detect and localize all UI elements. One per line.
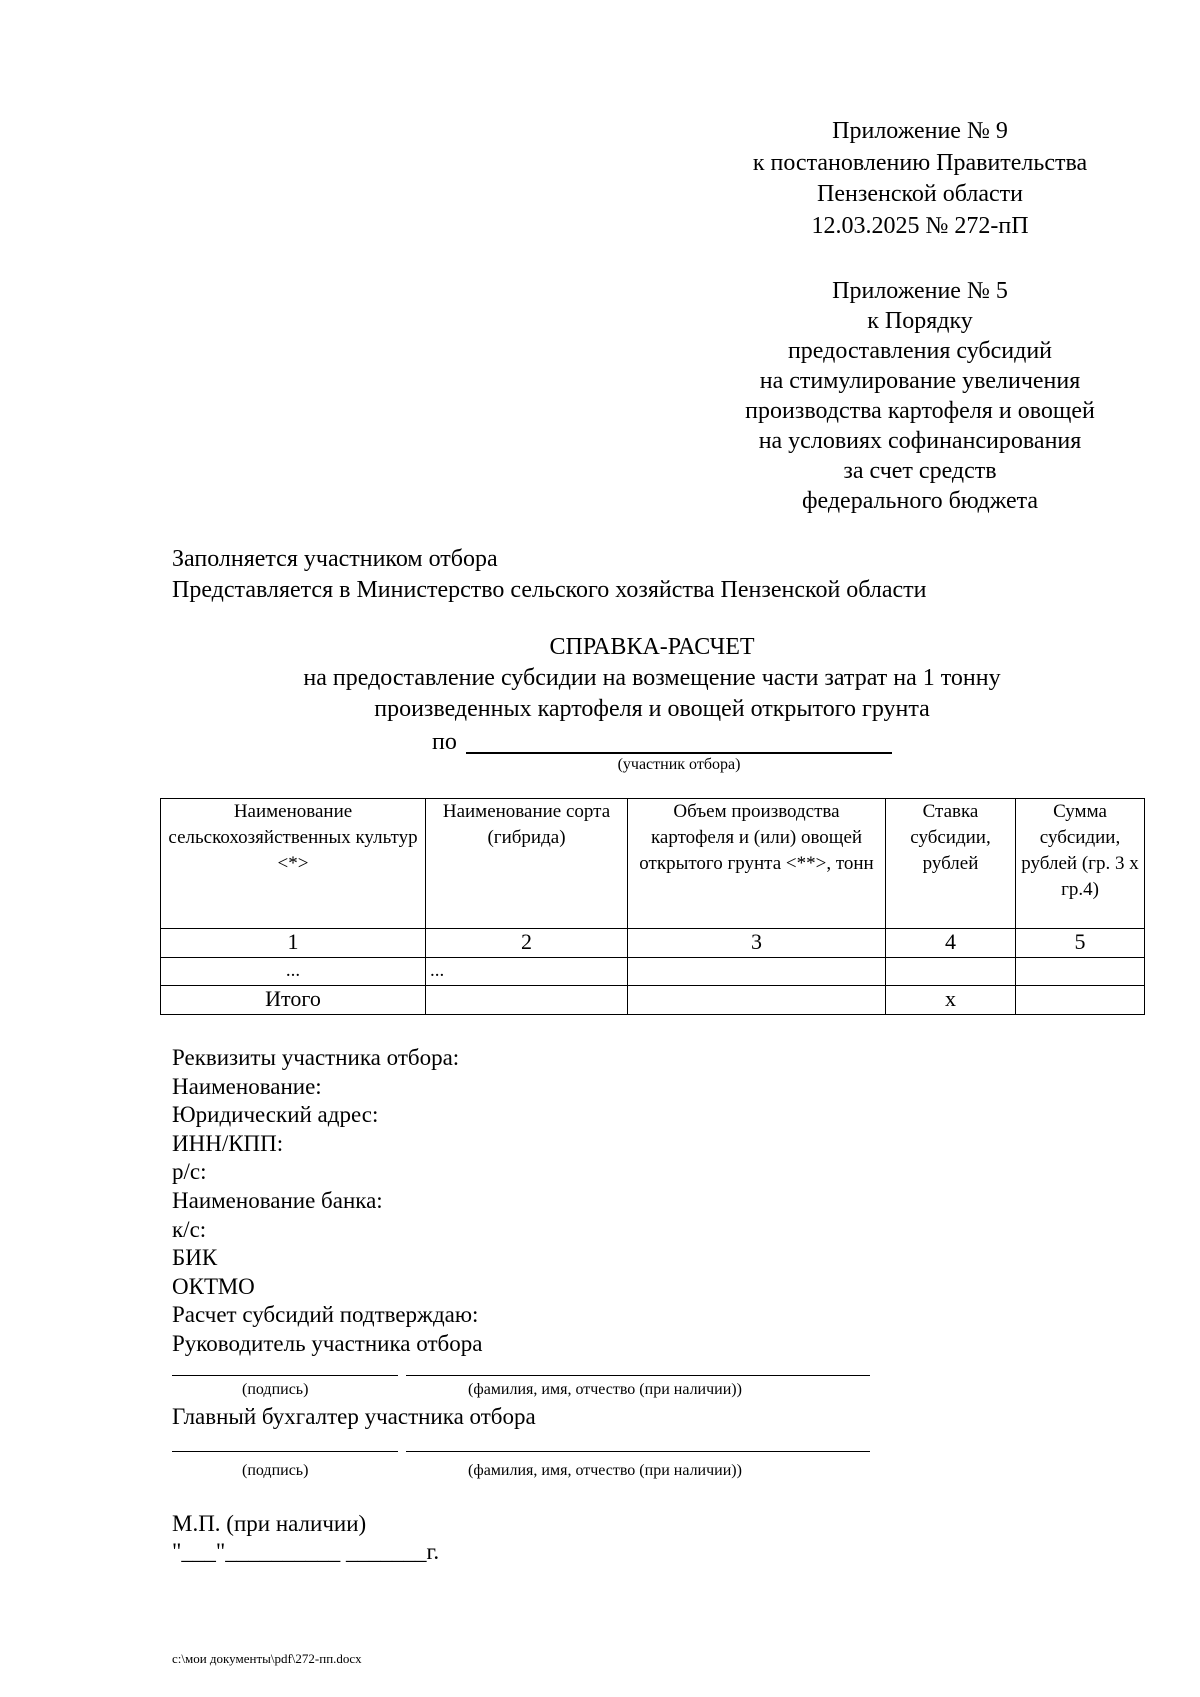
appendix-5-header xyxy=(700,276,1140,516)
table-header-row xyxy=(161,799,1145,929)
header-line: Приложение № 5 xyxy=(832,278,1008,304)
title-line-1: на предоставление субсидии на возмещение части затрат на 1 тонну xyxy=(303,665,1001,691)
requisites-item: ИНН/КПП: xyxy=(172,1130,284,1156)
header-line: на стимулирование увеличения xyxy=(759,368,1081,394)
table-row xyxy=(161,958,1145,986)
table-cell: ... xyxy=(161,958,426,986)
requisites-item: к/с: xyxy=(172,1216,207,1242)
header-variety: Наименование сорта (гибрида) xyxy=(426,799,628,929)
requisites-item: Расчет субсидий подтверждаю: xyxy=(172,1302,479,1328)
filled-by-text: Заполняется участником отбора xyxy=(172,546,498,572)
header-line: предоставления субсидий xyxy=(787,338,1053,364)
header-line: 12.03.2025 № 272-пП xyxy=(811,212,1029,239)
appendix-9-header xyxy=(700,116,1140,242)
calculation-table xyxy=(160,798,1145,1015)
participant-caption: (участник отбора) xyxy=(617,756,741,773)
requisites-item: Реквизиты участника отбора: xyxy=(172,1045,460,1070)
table-cell xyxy=(1016,986,1145,1015)
chief-accountant-label: Главный бухгалтер участника отбора xyxy=(172,1404,536,1429)
head-signature-line xyxy=(172,1375,398,1376)
participant-underline xyxy=(466,752,892,754)
submitted-to-text: Представляется в Министерство сельского хозяйства Пензенской области xyxy=(172,577,927,603)
requisites-item: БИК xyxy=(172,1245,218,1271)
header-line: Пензенской области xyxy=(817,181,1023,207)
column-number: 5 xyxy=(1016,929,1145,958)
header-line: Приложение № 9 xyxy=(832,118,1008,144)
table-number-row xyxy=(161,929,1145,958)
requisites-item: Наименование банка: xyxy=(172,1187,383,1213)
po-label: по xyxy=(432,729,457,755)
table-cell xyxy=(426,986,628,1015)
table-cell xyxy=(628,986,886,1015)
header-line: на условиях софинансирования xyxy=(758,428,1082,454)
accountant-name-line xyxy=(406,1451,870,1452)
requisites xyxy=(172,1044,482,1359)
title-main: СПРАВКА-РАСЧЕТ xyxy=(549,634,755,660)
header-line: федерального бюджета xyxy=(801,488,1039,514)
header-line: за счет средств xyxy=(843,458,997,484)
document-title xyxy=(160,632,1144,725)
header-line: к Порядку xyxy=(867,308,973,334)
head-name-line xyxy=(406,1375,870,1376)
accountant-signature-line xyxy=(172,1451,398,1452)
header-amount: Сумма субсидии, рублей (гр. 3 x гр.4) xyxy=(1016,799,1145,929)
requisites-item: Наименование: xyxy=(172,1073,322,1099)
table-cell xyxy=(1016,958,1145,986)
table-cell xyxy=(628,958,886,986)
head-name-caption: (фамилия, имя, отчество (при наличии)) xyxy=(468,1381,742,1398)
column-number: 4 xyxy=(886,929,1016,958)
date-line: "___"__________ _______г. xyxy=(172,1539,440,1564)
total-rate-mark: x xyxy=(886,986,1016,1015)
table-cell xyxy=(886,958,1016,986)
requisites-item: Юридический адрес: xyxy=(172,1102,379,1128)
table-total-row xyxy=(161,986,1145,1015)
table-cell: ... xyxy=(426,958,628,986)
requisites-item: ОКТМО xyxy=(172,1273,255,1299)
column-number: 2 xyxy=(426,929,628,958)
column-number: 1 xyxy=(161,929,426,958)
total-label: Итого xyxy=(161,986,426,1015)
column-number: 3 xyxy=(628,929,886,958)
title-line-2: произведенных картофеля и овощей открытого грунта xyxy=(374,696,930,722)
stamp-label: М.П. (при наличии) xyxy=(172,1511,367,1536)
accountant-name-caption: (фамилия, имя, отчество (при наличии)) xyxy=(468,1462,742,1479)
header-line: производства картофеля и овощей xyxy=(745,398,1095,424)
intro xyxy=(172,544,927,606)
accountant-sign-caption: (подпись) xyxy=(242,1462,309,1479)
requisites-item: р/с: xyxy=(172,1159,207,1185)
header-rate: Ставка субсидии, рублей xyxy=(886,799,1016,929)
header-volume: Объем производства картофеля и (или) овощей открытого грунта <**>, тонн xyxy=(628,799,886,929)
file-path-footer: c:\мои документы\pdf\272-пп.docx xyxy=(172,1651,362,1666)
header-line: к постановлению Правительства xyxy=(752,149,1088,176)
requisites-item: Руководитель участника отбора xyxy=(172,1330,483,1356)
head-sign-caption: (подпись) xyxy=(242,1381,309,1398)
header-crop: Наименование сельскохозяйственных культур <*> xyxy=(161,799,426,929)
